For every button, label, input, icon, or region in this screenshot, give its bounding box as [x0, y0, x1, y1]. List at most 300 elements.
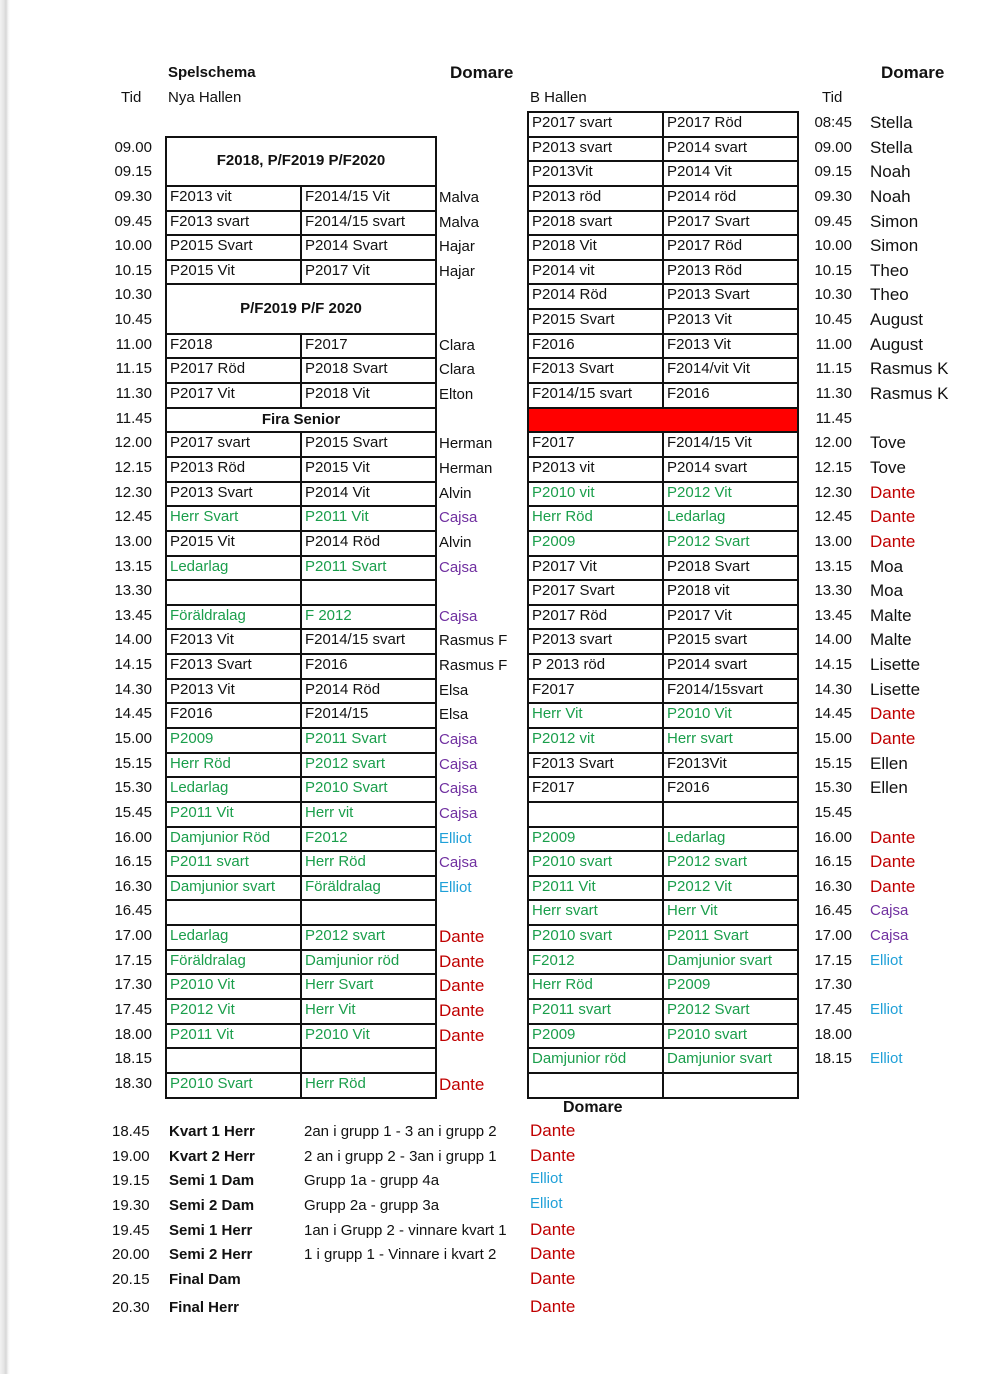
- referee-name: Cajsa: [439, 804, 478, 822]
- home-team-cell: P2015 Svart: [165, 234, 302, 261]
- time-label: 17.30: [114, 976, 152, 994]
- home-team-cell: Herr Svart: [165, 505, 302, 532]
- referee-name: Noah: [870, 162, 911, 182]
- away-team-cell: F2014/15 svart: [300, 628, 437, 655]
- referee-name: Clara: [439, 361, 475, 379]
- left-tid-heading: Tid: [121, 89, 142, 106]
- referee-name: Dante: [439, 951, 485, 971]
- time-label: 10.15: [814, 261, 852, 279]
- referee-name: Cajsa: [439, 780, 478, 798]
- match-name: Semi 1 Herr: [169, 1222, 253, 1239]
- match-name: Final Dam: [169, 1271, 241, 1288]
- away-team-cell: P2013 Vit: [662, 308, 799, 335]
- home-team-cell: P2018 Vit: [527, 234, 664, 261]
- home-team-cell: [165, 579, 302, 606]
- home-team-cell: P2017 Svart: [527, 579, 664, 606]
- away-team-cell: F2013 Vit: [662, 333, 799, 360]
- away-team-cell: F2012: [300, 826, 437, 853]
- home-team-cell: [165, 899, 302, 926]
- away-team-cell: P2010 Vit: [300, 1023, 437, 1050]
- referee-name: Stella: [870, 137, 913, 157]
- referee-name: Dante: [870, 531, 916, 551]
- referee-name: Cajsa: [439, 731, 478, 748]
- time-label: 16.15: [814, 853, 852, 871]
- time-label: 09.45: [814, 212, 852, 230]
- match-description: 1 i grupp 1 - Vinnare i kvart 2: [304, 1246, 497, 1263]
- away-team-cell: [662, 1072, 799, 1099]
- time-label: 09.00: [814, 138, 852, 156]
- home-team-cell: F2016: [527, 333, 664, 360]
- right-tid-heading: Tid: [822, 89, 843, 106]
- referee-name: Simon: [870, 236, 919, 256]
- time-label: 16.30: [814, 877, 852, 895]
- home-team-cell: P2012 vit: [527, 727, 664, 754]
- away-team-cell: P2010 svart: [662, 1023, 799, 1050]
- referee-name: Dante: [439, 927, 485, 947]
- away-team-cell: P2015 Svart: [300, 431, 437, 458]
- home-team-cell: Föräldralag: [165, 604, 302, 631]
- referee-name: August: [870, 334, 923, 354]
- away-team-cell: F2014/15 Vit: [662, 431, 799, 458]
- time-label: 13.15: [114, 557, 152, 575]
- time-label: 16.45: [114, 902, 152, 920]
- time-label: 14.15: [114, 656, 152, 674]
- time-label: 17.45: [114, 1001, 152, 1019]
- referee-name: Alvin: [439, 533, 472, 551]
- away-team-cell: P2012 Vit: [662, 875, 799, 902]
- referee-name: Dante: [530, 1244, 576, 1263]
- away-team-cell: F2017: [300, 333, 437, 360]
- referee-name: Hajar: [439, 262, 475, 280]
- referee-name: Cajsa: [870, 902, 909, 920]
- away-team-cell: Herr Röd: [300, 850, 437, 877]
- home-team-cell: P2013 svart: [527, 628, 664, 655]
- away-team-cell: P2012 svart: [662, 850, 799, 877]
- away-team-cell: P2009: [662, 973, 799, 1000]
- match-name: Semi 2 Herr: [169, 1246, 253, 1263]
- time-label: 14.00: [814, 631, 852, 649]
- away-team-cell: P2015 svart: [662, 628, 799, 655]
- referee-name: Dante: [439, 1025, 485, 1045]
- time-label: 12.45: [114, 508, 152, 526]
- home-team-cell: P 2013 röd: [527, 653, 664, 680]
- time-label: 12.00: [814, 434, 852, 452]
- match-name: Semi 1 Dam: [169, 1172, 255, 1189]
- referee-name: Malva: [439, 213, 480, 231]
- time-label: 12.30: [114, 483, 152, 501]
- time-label: 16.15: [114, 853, 152, 871]
- referee-name: Dante: [530, 1220, 576, 1239]
- away-team-cell: P2014 Röd: [300, 530, 437, 557]
- time-label: 11.00: [115, 335, 152, 353]
- referee-name: Malte: [870, 605, 912, 625]
- referee-name: Dante: [530, 1269, 576, 1288]
- referee-name: Elsa: [439, 706, 469, 724]
- time-label: 08:45: [814, 114, 852, 131]
- home-team-cell: Ledarlag: [165, 776, 302, 803]
- home-team-cell: F2013 Vit: [165, 628, 302, 655]
- home-team-cell: Damjunior röd: [527, 1047, 664, 1074]
- time-label: 18.15: [814, 1050, 852, 1068]
- match-description: 1an i Grupp 2 - vinnare kvart 1: [304, 1222, 507, 1239]
- home-team-cell: P2014 vit: [527, 259, 664, 286]
- time-label: 13.15: [814, 557, 852, 575]
- time-label: 16.45: [814, 902, 852, 920]
- away-team-cell: Herr Vit: [662, 899, 799, 926]
- away-team-cell: P2012 Svart: [662, 998, 799, 1025]
- time-label: 18.00: [814, 1025, 852, 1043]
- time-label: 14.45: [114, 705, 152, 723]
- home-team-cell: P2012 Vit: [165, 998, 302, 1025]
- time-label: 14.00: [114, 631, 152, 649]
- referee-name: Elliot: [870, 1001, 903, 1019]
- merged-block: F2018, P/F2019 P/F2020: [165, 136, 437, 187]
- time-label: 18.00: [114, 1025, 152, 1043]
- referee-name: Elsa: [439, 681, 469, 699]
- time-label: 14.30: [114, 680, 152, 698]
- referee-name: Rasmus K: [870, 384, 949, 404]
- away-team-cell: P2017 Vit: [300, 259, 437, 286]
- time-label: 14.30: [814, 680, 852, 698]
- home-team-cell: F2017: [527, 678, 664, 705]
- away-team-cell: F 2012: [300, 604, 437, 631]
- referee-name: Dante: [870, 827, 916, 847]
- referee-name: Elliot: [870, 951, 903, 969]
- away-team-cell: P2018 vit: [662, 579, 799, 606]
- match-description: Grupp 2a - grupp 3a: [304, 1197, 440, 1214]
- away-team-cell: F2014/15 Vit: [300, 185, 437, 212]
- away-team-cell: Damjunior röd: [300, 949, 437, 976]
- match-name: Final Herr: [169, 1299, 240, 1316]
- home-team-cell: F2012: [527, 949, 664, 976]
- time-label: 18.30: [114, 1074, 152, 1092]
- referee-name: Elton: [439, 386, 474, 404]
- time-label: 13.45: [814, 606, 852, 624]
- referee-name: Elliot: [439, 829, 472, 847]
- time-label: 20.00: [112, 1246, 150, 1263]
- referee-name: Theo: [870, 285, 909, 305]
- home-team-cell: P2017 Vit: [527, 555, 664, 582]
- referee-name: Hajar: [439, 238, 475, 256]
- away-team-cell: F2014/15svart: [662, 678, 799, 705]
- away-team-cell: P2018 Svart: [662, 555, 799, 582]
- away-team-cell: Damjunior svart: [662, 1047, 799, 1074]
- time-label: 11.15: [815, 360, 852, 378]
- away-team-cell: Herr Vit: [300, 998, 437, 1025]
- home-team-cell: F2013 Svart: [527, 357, 664, 384]
- referee-name: Dante: [530, 1297, 576, 1316]
- time-label: 17.00: [814, 927, 852, 945]
- away-team-cell: P2010 Svart: [300, 776, 437, 803]
- referee-name: Dante: [439, 976, 485, 996]
- time-label: 19.30: [112, 1197, 150, 1214]
- away-team-cell: Herr vit: [300, 801, 437, 828]
- referee-name: Simon: [870, 211, 919, 231]
- away-team-cell: P2011 Vit: [300, 505, 437, 532]
- b-hallen-heading: B Hallen: [530, 89, 587, 106]
- referee-name: Dante: [870, 876, 916, 896]
- time-label: 19.45: [112, 1222, 150, 1239]
- home-team-cell: F2013 vit: [165, 185, 302, 212]
- time-label: 16.30: [114, 877, 152, 895]
- match-description: 2an i grupp 1 - 3 an i grupp 2: [304, 1123, 497, 1140]
- away-team-cell: P2014 Svart: [300, 234, 437, 261]
- home-team-cell: P2009: [527, 826, 664, 853]
- home-team-cell: F2014/15 svart: [527, 382, 664, 409]
- away-team-cell: P2017 Svart: [662, 210, 799, 237]
- time-label: 17.30: [814, 976, 852, 994]
- merged-block: P/F2019 P/F 2020: [165, 283, 437, 334]
- away-team-cell: P2014 svart: [662, 456, 799, 483]
- away-team-cell: [662, 801, 799, 828]
- referee-name: Rasmus K: [870, 359, 949, 379]
- referee-name: Elliot: [530, 1170, 563, 1187]
- home-team-cell: F2016: [165, 702, 302, 729]
- referee-name: August: [870, 310, 923, 330]
- away-team-cell: F2014/15 svart: [300, 210, 437, 237]
- away-team-cell: F2016: [662, 776, 799, 803]
- home-team-cell: Herr Röd: [527, 505, 664, 532]
- home-team-cell: F2017: [527, 776, 664, 803]
- home-team-cell: P2009: [527, 530, 664, 557]
- time-label: 10.45: [814, 311, 852, 329]
- away-team-cell: F2016: [662, 382, 799, 409]
- home-team-cell: P2010 Vit: [165, 973, 302, 1000]
- home-team-cell: P2017 Röd: [165, 357, 302, 384]
- time-label: 16.00: [114, 828, 152, 846]
- referee-name: Elliot: [530, 1195, 563, 1212]
- time-label: 17.15: [814, 951, 852, 969]
- time-label: 14.45: [814, 705, 852, 723]
- home-team-cell: P2011 Vit: [165, 1023, 302, 1050]
- away-team-cell: F2016: [300, 653, 437, 680]
- time-label: 18.45: [112, 1123, 150, 1140]
- referee-name: Cajsa: [439, 607, 478, 625]
- away-team-cell: [300, 1047, 437, 1074]
- home-team-cell: P2011 Vit: [527, 875, 664, 902]
- referee-name: Cajsa: [870, 927, 909, 945]
- blocked-slot: [527, 407, 799, 434]
- time-label: 17.00: [114, 927, 152, 945]
- away-team-cell: P2012 Vit: [662, 481, 799, 508]
- home-team-cell: P2013Vit: [527, 160, 664, 187]
- home-team-cell: F2017: [527, 431, 664, 458]
- home-team-cell: Ledarlag: [165, 555, 302, 582]
- referee-name: Lisette: [870, 655, 921, 675]
- away-team-cell: P2012 svart: [300, 924, 437, 951]
- home-team-cell: P2010 svart: [527, 924, 664, 951]
- home-team-cell: P2015 Vit: [165, 530, 302, 557]
- time-label: 09.30: [114, 187, 152, 205]
- time-label: 11.30: [815, 385, 852, 403]
- home-team-cell: P2017 Röd: [527, 604, 664, 631]
- time-label: 11.00: [815, 335, 852, 353]
- time-label: 11.45: [115, 409, 152, 427]
- referee-name: Dante: [439, 1001, 485, 1021]
- home-team-cell: F2013 Svart: [527, 752, 664, 779]
- time-label: 12.15: [114, 458, 152, 476]
- home-team-cell: P2010 vit: [527, 481, 664, 508]
- referee-name: Stella: [870, 113, 913, 132]
- home-team-cell: P2011 Vit: [165, 801, 302, 828]
- referee-name: Dante: [530, 1121, 576, 1140]
- away-team-cell: P2011 Svart: [300, 727, 437, 754]
- home-team-cell: Herr svart: [527, 899, 664, 926]
- referee-name: Theo: [870, 260, 909, 280]
- away-team-cell: P2011 Svart: [662, 924, 799, 951]
- time-label: 13.00: [814, 532, 852, 550]
- time-label: 11.45: [815, 409, 852, 427]
- match-name: Kvart 2 Herr: [169, 1148, 255, 1165]
- time-label: 20.15: [112, 1271, 150, 1288]
- referee-name: Dante: [439, 1074, 485, 1094]
- match-description: Grupp 1a - grupp 4a: [304, 1172, 440, 1189]
- home-team-cell: P2015 Vit: [165, 259, 302, 286]
- time-label: 18.15: [114, 1050, 152, 1068]
- home-team-cell: P2017 svart: [165, 431, 302, 458]
- knockout-domare-heading: Domare: [563, 1099, 623, 1116]
- referee-name: Herman: [439, 459, 493, 477]
- home-team-cell: P2015 Svart: [527, 308, 664, 335]
- home-team-cell: P2018 svart: [527, 210, 664, 237]
- time-label: 13.00: [114, 532, 152, 550]
- referee-name: Elliot: [439, 878, 472, 896]
- referee-name: Lisette: [870, 679, 921, 699]
- time-label: 16.00: [814, 828, 852, 846]
- time-label: 15.15: [814, 754, 852, 772]
- away-team-cell: Damjunior svart: [662, 949, 799, 976]
- away-team-cell: P2012 Svart: [662, 530, 799, 557]
- referee-name: Dante: [870, 729, 916, 748]
- referee-name: Noah: [870, 186, 911, 206]
- referee-name: Dante: [870, 482, 916, 502]
- away-team-cell: [300, 899, 437, 926]
- home-team-cell: F2018: [165, 333, 302, 360]
- time-label: 15.45: [114, 803, 152, 821]
- time-label: 15.45: [814, 803, 852, 821]
- away-team-cell: Ledarlag: [662, 826, 799, 853]
- home-team-cell: Herr Vit: [527, 702, 664, 729]
- referee-name: Cajsa: [439, 854, 478, 872]
- time-label: 12.00: [114, 434, 152, 452]
- away-team-cell: P2010 Vit: [662, 702, 799, 729]
- home-team-cell: Ledarlag: [165, 924, 302, 951]
- referee-name: Alvin: [439, 484, 472, 502]
- merged-block: Fira Senior: [165, 407, 437, 434]
- away-team-cell: [300, 579, 437, 606]
- right-domare-heading: Domare: [881, 63, 945, 82]
- away-team-cell: Herr Svart: [300, 973, 437, 1000]
- home-team-cell: F2013 svart: [165, 210, 302, 237]
- time-label: 10.45: [114, 311, 152, 329]
- time-label: 09.15: [114, 163, 152, 181]
- away-team-cell: Herr Röd: [300, 1072, 437, 1099]
- referee-name: Herman: [439, 435, 493, 453]
- referee-name: Malva: [439, 188, 480, 206]
- time-label: 15.00: [114, 730, 152, 747]
- referee-name: Cajsa: [439, 755, 478, 773]
- home-team-cell: Damjunior svart: [165, 875, 302, 902]
- referee-name: Dante: [870, 507, 916, 527]
- away-team-cell: P2012 svart: [300, 752, 437, 779]
- time-label: 10.15: [114, 261, 152, 279]
- time-label: 10.30: [114, 286, 152, 304]
- home-team-cell: F2013 Svart: [165, 653, 302, 680]
- time-label: 17.45: [814, 1001, 852, 1019]
- time-label: 11.30: [115, 385, 152, 403]
- home-team-cell: P2011 svart: [165, 850, 302, 877]
- home-team-cell: P2013 Vit: [165, 678, 302, 705]
- time-label: 13.45: [114, 606, 152, 624]
- away-team-cell: P2011 Svart: [300, 555, 437, 582]
- referee-name: Elliot: [870, 1050, 903, 1068]
- home-team-cell: P2013 röd: [527, 185, 664, 212]
- match-name: Semi 2 Dam: [169, 1197, 255, 1214]
- time-label: 10.00: [814, 237, 852, 255]
- away-team-cell: P2014 Vit: [300, 481, 437, 508]
- home-team-cell: P2010 svart: [527, 850, 664, 877]
- time-label: 10.30: [814, 286, 852, 304]
- referee-name: Cajsa: [439, 558, 478, 576]
- away-team-cell: P2018 Vit: [300, 382, 437, 409]
- time-label: 19.15: [112, 1172, 150, 1189]
- match-name: Kvart 1 Herr: [169, 1123, 255, 1140]
- home-team-cell: P2013 Röd: [165, 456, 302, 483]
- referee-name: Moa: [870, 581, 904, 601]
- time-label: 13.30: [814, 582, 852, 600]
- time-label: 09.30: [814, 187, 852, 205]
- referee-name: Rasmus F: [439, 657, 508, 675]
- referee-name: Ellen: [870, 753, 908, 773]
- away-team-cell: Ledarlag: [662, 505, 799, 532]
- time-label: 17.15: [114, 951, 152, 969]
- time-label: 12.45: [814, 508, 852, 526]
- time-label: 09.45: [114, 212, 152, 230]
- away-team-cell: F2014/15: [300, 702, 437, 729]
- away-team-cell: Föräldralag: [300, 875, 437, 902]
- home-team-cell: P2010 Svart: [165, 1072, 302, 1099]
- referee-name: Cajsa: [439, 509, 478, 527]
- home-team-cell: Damjunior Röd: [165, 826, 302, 853]
- home-team-cell: [165, 1047, 302, 1074]
- home-team-cell: P2017 svart: [527, 111, 664, 138]
- away-team-cell: Herr svart: [662, 727, 799, 754]
- home-team-cell: P2009: [527, 1023, 664, 1050]
- away-team-cell: P2014 Röd: [300, 678, 437, 705]
- time-label: 15.30: [814, 779, 852, 797]
- time-label: 15.00: [814, 730, 852, 747]
- home-team-cell: P2009: [165, 727, 302, 754]
- referee-name: Malte: [870, 630, 912, 650]
- time-label: 11.15: [115, 360, 152, 378]
- away-team-cell: F2014/vit Vit: [662, 357, 799, 384]
- home-team-cell: P2013 Svart: [165, 481, 302, 508]
- home-team-cell: P2013 vit: [527, 456, 664, 483]
- time-label: 19.00: [112, 1148, 150, 1165]
- away-team-cell: P2014 röd: [662, 185, 799, 212]
- time-label: 15.30: [114, 779, 152, 797]
- time-label: 12.30: [814, 483, 852, 501]
- time-label: 15.15: [114, 754, 152, 772]
- home-team-cell: P2013 svart: [527, 136, 664, 163]
- away-team-cell: P2014 svart: [662, 136, 799, 163]
- home-team-cell: P2011 svart: [527, 998, 664, 1025]
- away-team-cell: P2013 Röd: [662, 259, 799, 286]
- page-title: Spelschema: [168, 64, 256, 81]
- match-description: 2 an i grupp 2 - 3an i grupp 1: [304, 1148, 497, 1165]
- home-team-cell: Herr Röd: [165, 752, 302, 779]
- page-edge: [0, 0, 10, 1374]
